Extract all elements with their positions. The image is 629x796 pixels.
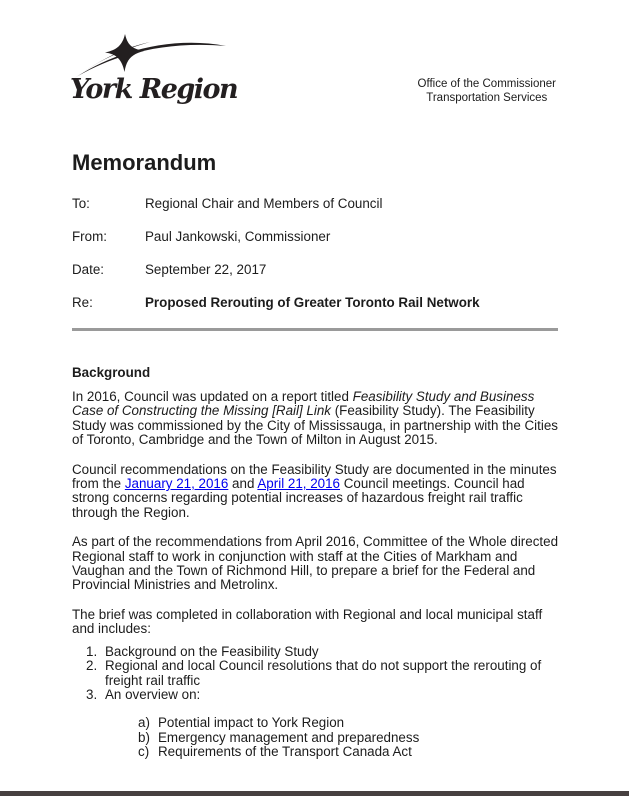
memo-field-from: [72, 229, 558, 244]
list-marker: b): [138, 729, 150, 745]
field-label: Date:: [72, 262, 105, 277]
list-marker: 1.: [86, 643, 98, 659]
page-bottom-edge: [0, 791, 629, 796]
memo-meta: [72, 196, 558, 310]
memo-field-re: [72, 295, 558, 310]
list-item-text: Requirements of the Transport Canada Act: [158, 744, 412, 760]
list-item-text: Emergency management and preparedness: [158, 729, 420, 745]
text-run: (Feasibility Study). The Feasibility Study was commissioned by the City of Mississauga, in partnership with the Cities of Toronto, Cambridge and the Town of Milton in August 2015.: [72, 403, 558, 448]
memo-field-date: [72, 262, 558, 277]
report-title-italic: Feasibility Study and Business Case of Constructing the Missing [Rail] Link: [72, 389, 535, 419]
list-item-text: An overview on:: [105, 686, 201, 702]
january-minutes-link[interactable]: January 21, 2016: [124, 476, 229, 492]
text-run: Council meetings. Council had strong concerns regarding potential increases of hazardous freight rail traffic through the Region.: [72, 476, 525, 520]
divider-rule: [72, 328, 558, 331]
memo-subject: Proposed Rerouting of Greater Toronto Rail Network: [145, 295, 480, 310]
field-value: September 22, 2017: [145, 262, 267, 277]
list-item: [86, 688, 558, 702]
memo-title: Memorandum: [72, 150, 217, 175]
paragraph-april-recommendations: As part of the recommendations from April 2016, Committee of the Whole directed Regional staff to work in conjunction with staff at the Cities of Markham and Vaughan and the Town of Richmond Hill, to prepare a brief for the Federal and Provincial Ministries and Metrolinx.: [72, 534, 559, 593]
section-heading-background: Background: [72, 365, 151, 380]
office-line-department: Transportation Services: [426, 91, 548, 104]
field-label: To:: [72, 196, 90, 211]
memo-content: [72, 150, 558, 760]
paragraph-council-recommendations: [72, 463, 558, 521]
office-block: [418, 78, 556, 105]
list-item: [86, 645, 558, 659]
field-value: Regional Chair and Members of Council: [145, 196, 383, 211]
memo-numbered-list: [72, 645, 558, 703]
text-run: Council recommendations on the Feasibility Study are documented in the minutes from the: [72, 461, 557, 492]
text-run: and: [228, 476, 258, 492]
text-run: In 2016, Council was updated on a report titled: [72, 389, 353, 404]
paragraph-brief-completed: The brief was completed in collaboration with Regional and local municipal staff and includes:: [72, 606, 543, 637]
list-item-text: Potential impact to York Region: [158, 715, 345, 731]
field-label: Re:: [72, 295, 93, 310]
april-minutes-link[interactable]: April 21, 2016: [257, 476, 341, 492]
list-item: [138, 716, 558, 730]
memo-sub-list: [72, 716, 558, 759]
list-item-text: Background on the Feasibility Study: [105, 643, 319, 659]
list-item: [86, 659, 558, 688]
list-marker: c): [138, 744, 150, 760]
list-marker: 3.: [86, 686, 98, 702]
office-line-commissioner: Office of the Commissioner: [417, 78, 556, 90]
field-value: Paul Jankowski, Commissioner: [145, 229, 331, 244]
list-item: [138, 731, 558, 745]
paragraph-feasibility-study: [72, 390, 558, 448]
list-marker: a): [138, 715, 150, 731]
list-item-text: Regional and local Council resolutions that do not support the rerouting of freight rail traffic: [105, 658, 542, 688]
list-item: [138, 745, 558, 759]
list-marker: 2.: [86, 658, 98, 674]
memo-field-to: [72, 196, 558, 211]
logo-wordmark: York Region: [70, 74, 238, 105]
york-region-logo: [70, 34, 240, 105]
field-label: From:: [72, 229, 107, 244]
